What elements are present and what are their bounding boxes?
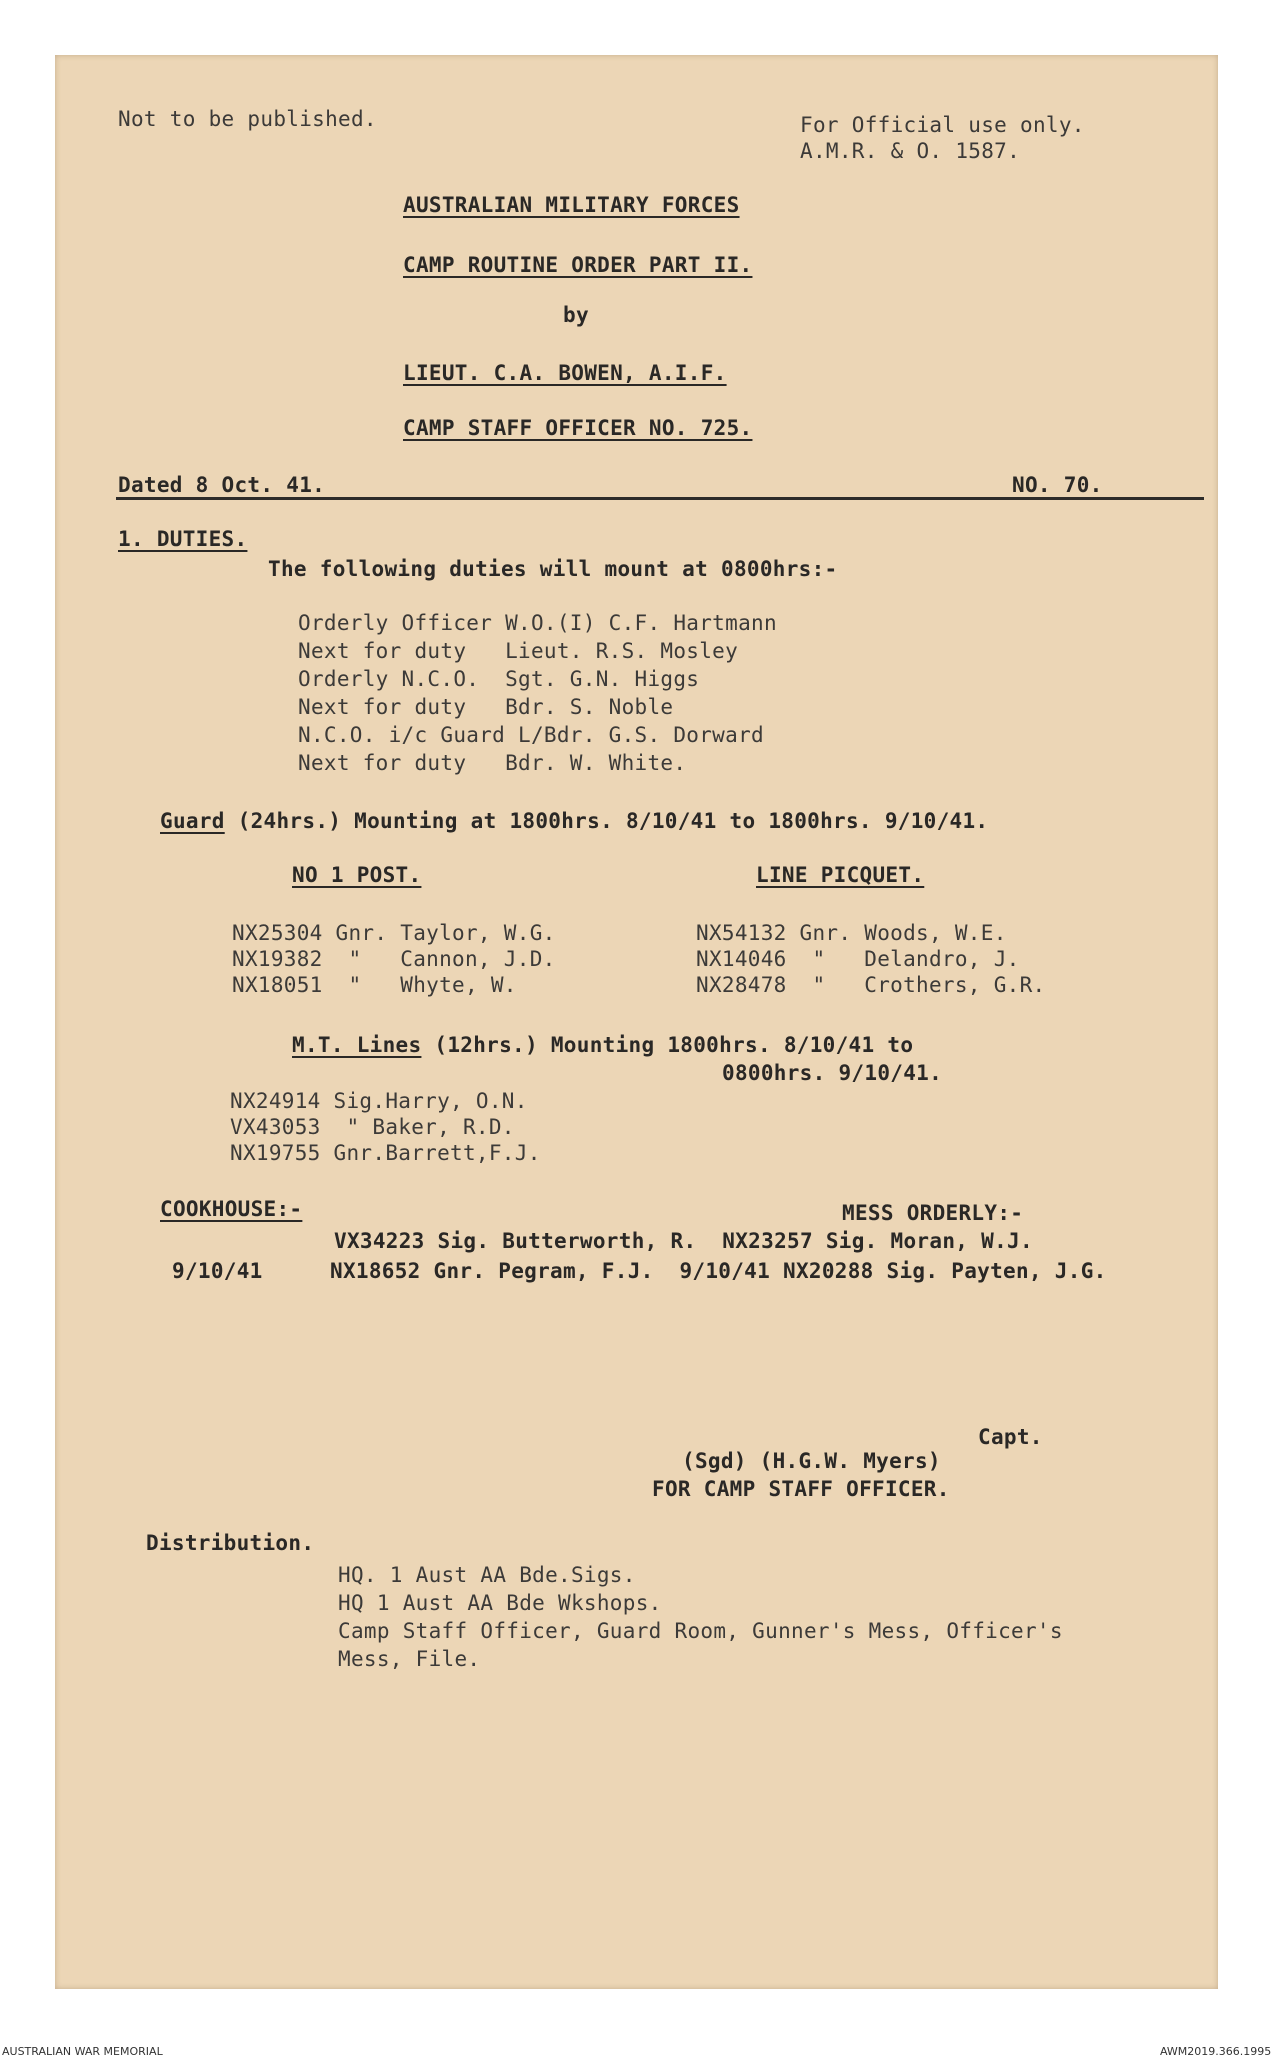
cookhouse-row: VX34223 Sig. Butterworth, R. NX23257 Sig. Moran, W.J. (334, 1229, 1033, 1253)
title-officer-name: LIEUT. C.A. BOWEN, A.I.F. (403, 361, 727, 385)
distribution-heading: Distribution. (146, 1531, 315, 1555)
distribution-line: Mess, File. (338, 1647, 481, 1671)
guard-line (160, 808, 988, 834)
distribution-line: HQ 1 Aust AA Bde Wkshops. (338, 1591, 662, 1615)
duty-row: N.C.O. i/c Guard L/Bdr. G.S. Dorward (298, 723, 764, 747)
duty-row: Next for duty Bdr. W. White. (298, 751, 687, 775)
footer-accession-number: AWM2019.366.1995 (1160, 2045, 1271, 2058)
mess-orderly-heading: MESS ORDERLY:- (842, 1201, 1024, 1225)
distribution-line: Camp Staff Officer, Guard Room, Gunner's Mess, Officer's (338, 1619, 1063, 1643)
title-by: by (563, 303, 589, 327)
picquet-heading: LINE PICQUET. (756, 863, 925, 887)
order-number: NO. 70. (1012, 473, 1103, 497)
mt-lines-until: 0800hrs. 9/10/41. (722, 1061, 943, 1085)
document-paper (55, 55, 1218, 1989)
picquet-row: NX14046 " Delandro, J. (696, 947, 1020, 971)
post-heading: NO 1 POST. (292, 863, 422, 887)
cookhouse-date: 9/10/41 (172, 1259, 263, 1283)
cookhouse-heading: COOKHOUSE:- (160, 1197, 303, 1221)
post-row: NX18051 " Whyte, W. (232, 973, 517, 997)
signature-rank: Capt. (978, 1425, 1043, 1449)
cookhouse-row: NX18652 Gnr. Pegram, F.J. 9/10/41 NX20288 Sig. Payten, J.G. (330, 1259, 1107, 1283)
regulation-reference: A.M.R. & O. 1587. (800, 139, 1021, 163)
picquet-row: NX28478 " Crothers, G.R. (696, 973, 1046, 997)
duties-intro: The following duties will mount at 0800hrs:- (268, 557, 838, 581)
title-routine-order: CAMP ROUTINE ORDER PART II. (403, 253, 753, 277)
mt-lines-details: (12hrs.) Mounting 1800hrs. 8/10/41 to (421, 1033, 914, 1057)
guard-label: Guard (160, 809, 225, 833)
distribution-line: HQ. 1 Aust AA Bde.Sigs. (338, 1563, 636, 1587)
mt-lines-line (292, 1032, 913, 1058)
official-use-notice: For Official use only. (800, 113, 1085, 137)
signature-role: FOR CAMP STAFF OFFICER. (652, 1477, 950, 1501)
mt-lines-label: M.T. Lines (292, 1033, 422, 1057)
post-row: NX19382 " Cannon, J.D. (232, 947, 556, 971)
title-forces: AUSTRALIAN MILITARY FORCES (403, 193, 740, 217)
mt-row: NX19755 Gnr.Barrett,F.J. (230, 1141, 541, 1165)
title-officer-role: CAMP STAFF OFFICER NO. 725. (403, 416, 753, 440)
duty-row: Next for duty Lieut. R.S. Mosley (298, 639, 739, 663)
mt-row: VX43053 " Baker, R.D. (230, 1115, 515, 1139)
publication-notice: Not to be published. (118, 107, 377, 131)
duty-row: Orderly Officer W.O.(I) C.F. Hartmann (298, 611, 777, 635)
signature-name: (Sgd) (H.G.W. Myers) (682, 1449, 941, 1473)
header-rule (116, 497, 1204, 500)
duty-row: Orderly N.C.O. Sgt. G.N. Higgs (298, 667, 700, 691)
mt-row: NX24914 Sig.Harry, O.N. (230, 1089, 528, 1113)
picquet-row: NX54132 Gnr. Woods, W.E. (696, 921, 1007, 945)
guard-details: (24hrs.) Mounting at 1800hrs. 8/10/41 to 1800hrs. 9/10/41. (224, 809, 989, 833)
duties-heading: 1. DUTIES. (118, 527, 248, 551)
footer-archive-name: AUSTRALIAN WAR MEMORIAL (2, 2045, 163, 2058)
duty-row: Next for duty Bdr. S. Noble (298, 695, 674, 719)
order-date: Dated 8 Oct. 41. (118, 473, 326, 497)
post-row: NX25304 Gnr. Taylor, W.G. (232, 921, 556, 945)
